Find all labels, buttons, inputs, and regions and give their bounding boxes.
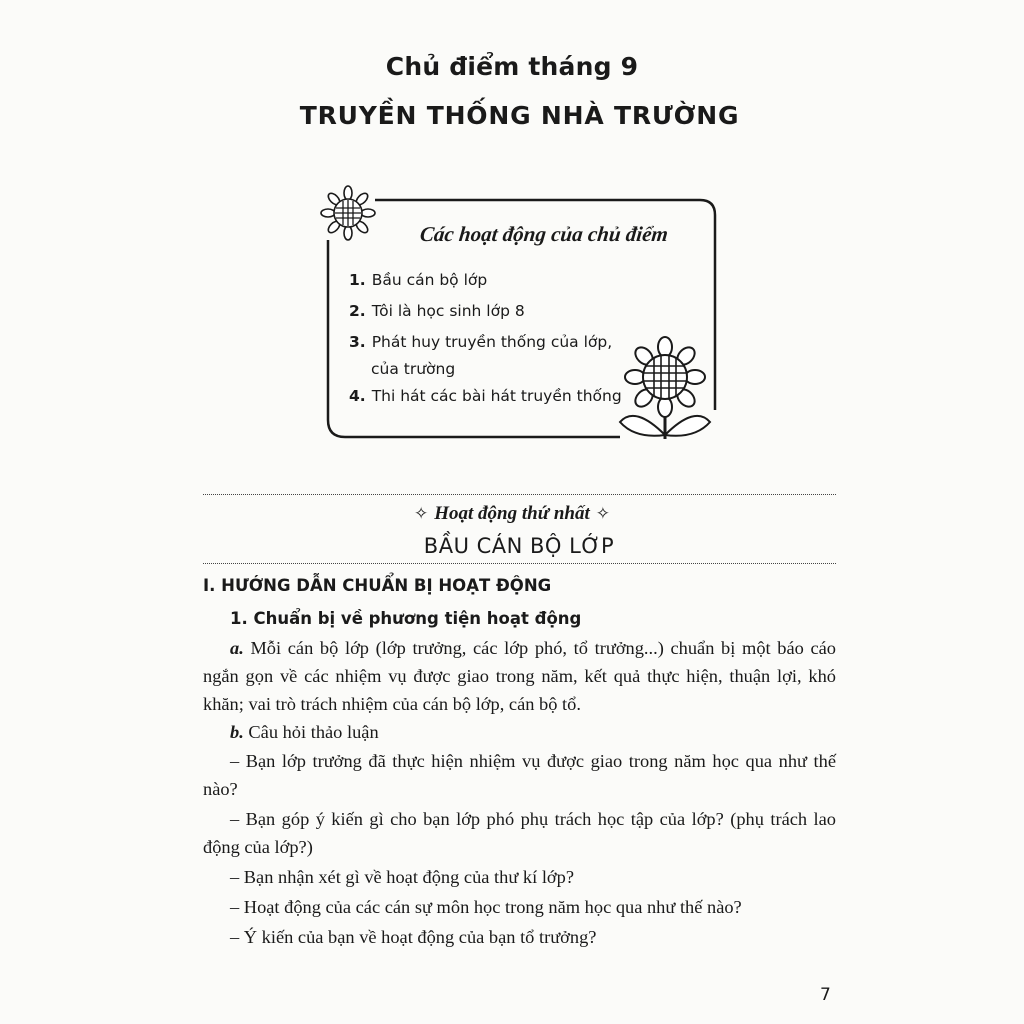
activity-label-text: Hoạt động thứ nhất	[434, 503, 590, 524]
question-3: – Bạn nhận xét gì về hoạt động của thư kí lớp?	[230, 867, 575, 887]
paragraph-text: Câu hỏi thảo luận	[243, 722, 379, 742]
paragraph-b	[203, 718, 836, 746]
divider-top	[203, 494, 836, 495]
sparkle-icon: ✧	[595, 504, 611, 523]
item-number: 2.	[349, 302, 366, 320]
item-text: Bầu cán bộ lớp	[371, 271, 488, 289]
question-1: – Bạn lớp trưởng đã thực hiện nhiệm vụ được giao trong năm học qua như thế nào?	[203, 751, 836, 799]
activity-list-item-3	[349, 333, 612, 351]
subsection-heading: 1. Chuẩn bị về phương tiện hoạt động	[230, 609, 582, 628]
activities-box-heading: Các hoạt động của chủ điểm	[418, 222, 670, 246]
divider-bottom	[203, 563, 836, 564]
question-4: – Hoạt động của các cán sự môn học trong năm học qua như thế nào?	[230, 897, 742, 917]
activity-list-item-2	[349, 302, 525, 320]
theme-title: TRUYỀN THỐNG NHÀ TRƯỜNG	[299, 101, 740, 130]
item-text: Tôi là học sinh lớp 8	[371, 302, 525, 320]
paragraph-letter: b.	[230, 722, 244, 742]
activity-list-item-1	[349, 271, 487, 289]
question-5: – Ý kiến của bạn về hoạt động của bạn tổ trưởng?	[230, 927, 597, 947]
activity-title: BẦU CÁN BỘ LỚP	[423, 534, 615, 558]
paragraph-text: Mỗi cán bộ lớp (lớp trưởng, các lớp phó, tổ trưởng...) chuẩn bị một báo cáo ngắn gọn về các nhiệm vụ được giao trong năm, kết quả thực hiện, thuận lợi, khó khăn; vai trò trách nhiệm của cán bộ lớp, cán bộ tổ.	[203, 638, 836, 714]
paragraph-a	[203, 634, 836, 718]
paragraph-letter: a.	[230, 638, 244, 658]
page-number: 7	[820, 985, 831, 1005]
item-text: Phát huy truyền thống của lớp,	[371, 333, 613, 351]
sparkle-icon: ✧	[413, 504, 429, 523]
month-title: Chủ điểm tháng 9	[385, 52, 639, 81]
item-number: 4.	[349, 387, 366, 405]
item-text: Thi hát các bài hát truyền thống	[371, 387, 622, 405]
item-number: 1.	[349, 271, 366, 289]
question-2: – Bạn góp ý kiến gì cho bạn lớp phó phụ trách học tập của lớp? (phụ trách lao động của lớp?)	[203, 809, 836, 857]
large-sunflower-icon	[620, 337, 710, 439]
activity-list-item-4	[349, 387, 622, 405]
section-heading: I. HƯỚNG DẪN CHUẨN BỊ HOẠT ĐỘNG	[203, 576, 552, 595]
item-number: 3.	[349, 333, 366, 351]
small-sunflower-icon	[321, 186, 375, 240]
activity-label	[0, 503, 1024, 525]
activity-list-item-3-continued: của trường	[371, 360, 456, 378]
